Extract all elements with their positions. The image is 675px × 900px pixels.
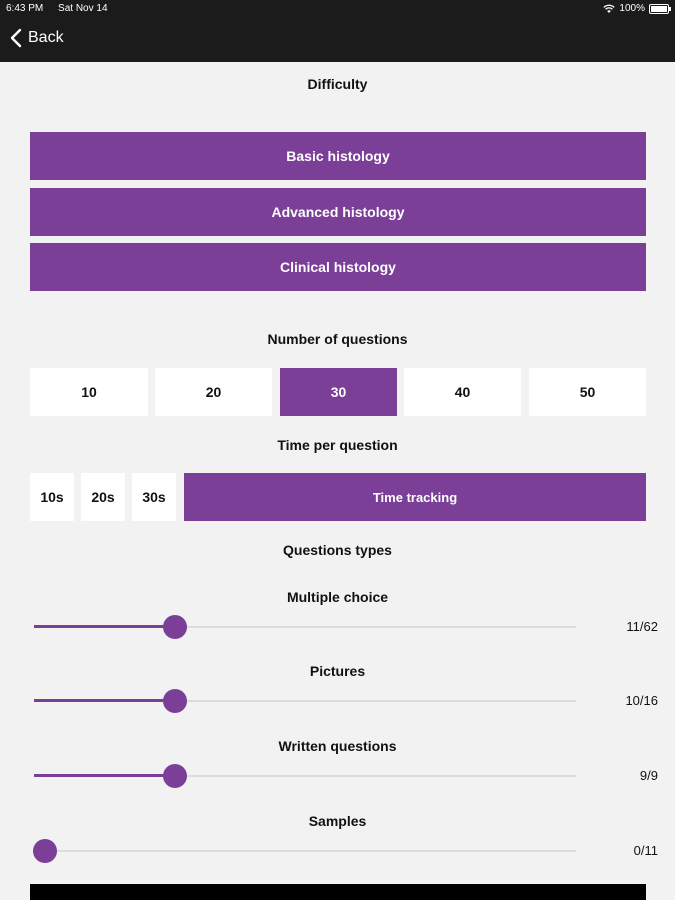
slider-thumb[interactable] — [163, 689, 187, 713]
written-questions-slider[interactable] — [34, 763, 576, 789]
battery-icon — [649, 4, 669, 14]
status-bar — [0, 0, 675, 18]
slider-fill — [34, 699, 175, 702]
multiple-choice-value: 11/62 — [626, 619, 658, 634]
nav-bar — [0, 18, 675, 62]
slider-fill — [34, 774, 175, 777]
slider-thumb[interactable] — [33, 839, 57, 863]
pictures-label: Pictures — [309, 663, 366, 679]
questions-20-option[interactable]: 20 — [155, 368, 272, 416]
written-questions-label: Written questions — [278, 738, 397, 754]
multiple-choice-slider[interactable] — [34, 614, 576, 640]
slider-thumb[interactable] — [163, 615, 187, 639]
battery-percent: 100% — [619, 3, 645, 14]
wifi-icon — [603, 4, 615, 13]
time-per-question-title: Time per question — [277, 437, 398, 453]
chevron-left-icon — [10, 28, 22, 48]
status-time: 6:43 PM — [6, 3, 44, 14]
slider-track — [34, 850, 576, 852]
samples-value: 0/11 — [633, 843, 658, 858]
difficulty-basic-button[interactable]: Basic histology — [30, 132, 646, 180]
pictures-value: 10/16 — [625, 693, 658, 708]
slider-fill — [34, 625, 175, 628]
question-types-title: Questions types — [283, 542, 392, 558]
time-10s-option[interactable]: 10s — [30, 473, 74, 521]
multiple-choice-label: Multiple choice — [286, 589, 389, 605]
time-30s-option[interactable]: 30s — [132, 473, 176, 521]
questions-50-option[interactable]: 50 — [529, 368, 646, 416]
samples-slider[interactable] — [34, 838, 576, 864]
status-date: Sat Nov 14 — [58, 3, 108, 14]
pictures-slider[interactable] — [34, 688, 576, 714]
time-tracking-option[interactable]: Time tracking — [184, 473, 646, 521]
bottom-action-bar[interactable] — [30, 884, 646, 900]
time-20s-option[interactable]: 20s — [81, 473, 125, 521]
questions-40-option[interactable]: 40 — [404, 368, 521, 416]
slider-thumb[interactable] — [163, 764, 187, 788]
questions-count-title: Number of questions — [267, 331, 408, 347]
back-button[interactable] — [10, 28, 64, 48]
questions-10-option[interactable]: 10 — [30, 368, 148, 416]
samples-label: Samples — [308, 813, 367, 829]
written-questions-value: 9/9 — [639, 768, 658, 783]
questions-30-option[interactable]: 30 — [280, 368, 397, 416]
difficulty-title: Difficulty — [307, 76, 368, 92]
difficulty-advanced-button[interactable]: Advanced histology — [30, 188, 646, 236]
back-label: Back — [28, 29, 64, 46]
difficulty-clinical-button[interactable]: Clinical histology — [30, 243, 646, 291]
